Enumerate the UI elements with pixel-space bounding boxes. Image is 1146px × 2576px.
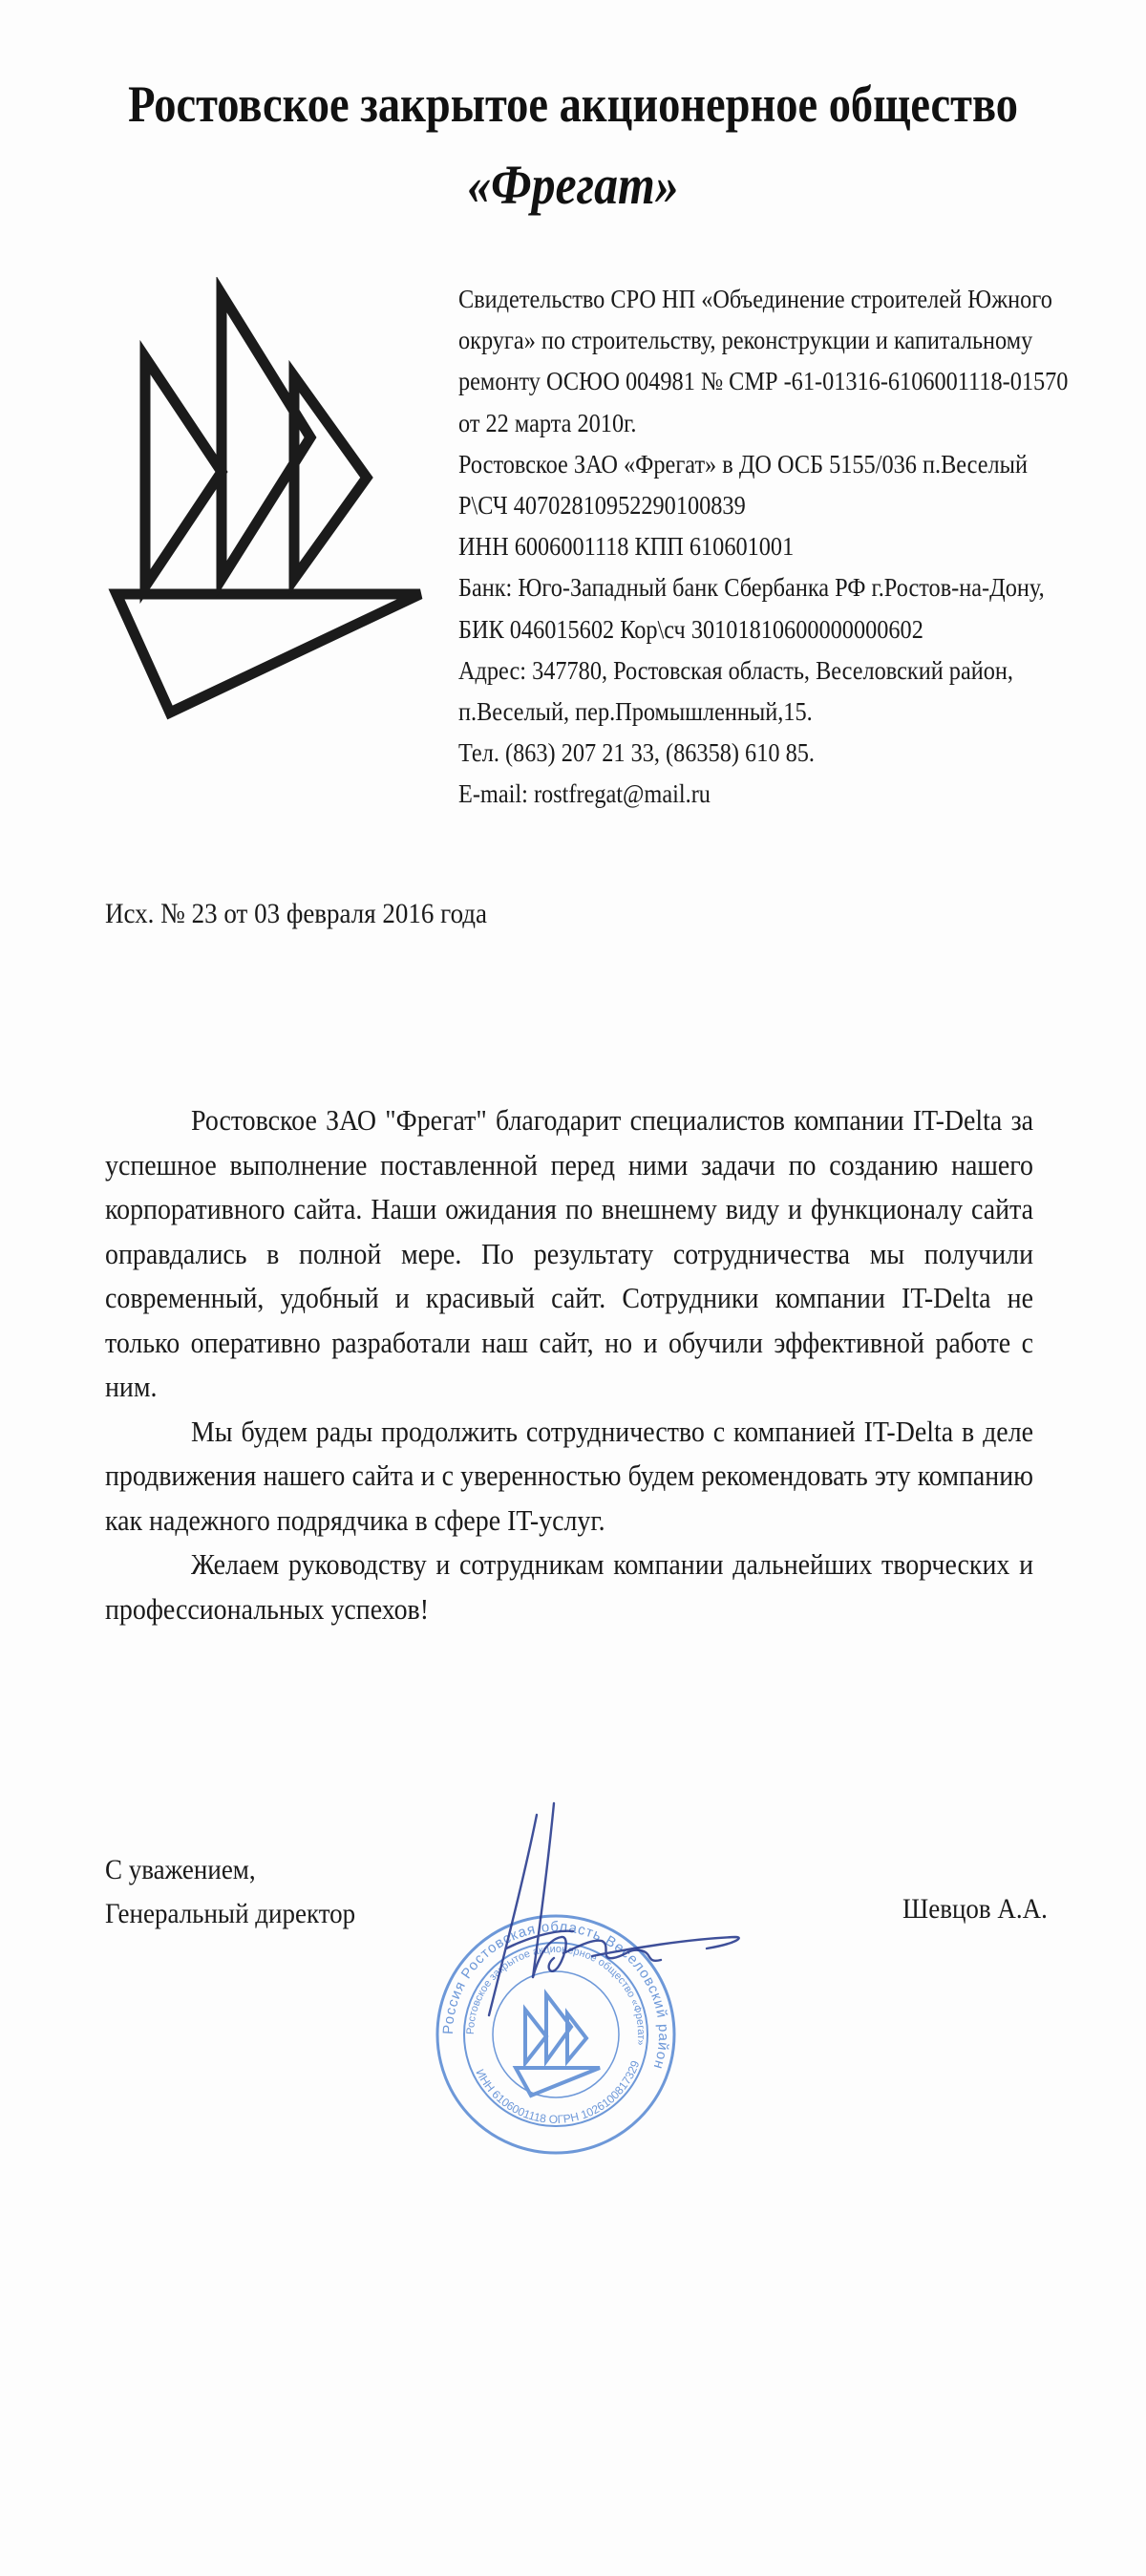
stamp-inner-text: Ростовское закрытое акционерное общество «Фрегат» (464, 1943, 647, 2047)
requisites-line: п.Веселый, пер.Промышленный,15. (458, 697, 813, 727)
closing-regards: С уважением, (105, 1854, 256, 1885)
signer-name: Шевцов А.А. (902, 1893, 1048, 1925)
requisites-line: Адрес: 347780, Ростовская область, Веселовский район, (458, 655, 1013, 685)
company-requisites (458, 279, 1069, 816)
requisites-line: Свидетельство СРО НП «Объединение строителей Южного (458, 285, 1052, 313)
requisites-line: Тел. (863) 207 21 33, (86358) 610 85. (458, 738, 815, 768)
closing-block (105, 1848, 355, 1936)
requisites-line: округа» по строительству, реконструкции и капитальному (458, 326, 1033, 355)
body-paragraph: Ростовское ЗАО "Фрегат" благодарит специалистов компании IT-Delta за успешное выполнение поставленной перед ними задачи по созданию нашего корпоративного сайта. Наши ожидания по внешнему виду и функционалу сайта оправдались в полной мере. По результату сотрудничества мы получили современный, удобный и красивый сайт. Сотрудники компании IT-Delta не только оперативно разработали наш сайт, но и обучили эффективной работе с ним. (105, 1103, 1033, 1403)
company-title: Ростовское закрытое акционерное общество (128, 75, 1018, 133)
requisites-line: Р\СЧ 40702810952290100839 (458, 491, 746, 521)
outgoing-number: Исх. № 23 от 03 февраля 2016 года (105, 898, 488, 929)
letter-body (105, 1098, 1033, 1631)
stamp-outer-text: Россия Ростовская область Веселовский район (439, 1918, 672, 2072)
requisites-line: Ростовское ЗАО «Фрегат» в ДО ОСБ 5155/036 п.Веселый (458, 449, 1028, 479)
signer-position: Генеральный директор (105, 1898, 356, 1929)
frigate-logo-icon (96, 277, 439, 726)
body-paragraph: Мы будем рады продолжить сотрудничество с компанией IT-Delta в деле продвижения нашего сайта и с уверенностью будем рекомендовать эту компанию как надежного подрядчика в сфере IT-услуг. (105, 1414, 1033, 1537)
requisites-line: БИК 046015602 Кор\сч 30101810600000000602 (458, 614, 923, 644)
requisites-line: ремонту ОСЮО 004981 № СМР -61-01316-6106001118-01570 (458, 367, 1069, 396)
requisites-email: E-mail: rostfregat@mail.ru (458, 779, 711, 809)
director-signature (449, 1796, 774, 2082)
requisites-line: ИНН 6006001118 КПП 610601001 (458, 532, 795, 562)
stamp-bottom-text: ИНН 6106001118 ОГРН 1026100817329 (473, 2058, 643, 2127)
requisites-line: Банк: Юго-Западный банк Сбербанка РФ г.Ростов-на-Дону, (458, 573, 1045, 603)
requisites-line: от 22 марта 2010г. (458, 408, 637, 437)
company-name: «Фрегат» (467, 154, 679, 216)
body-paragraph: Желаем руководству и сотрудникам компании дальнейших творческих и профессиональных успехов! (105, 1547, 1033, 1626)
